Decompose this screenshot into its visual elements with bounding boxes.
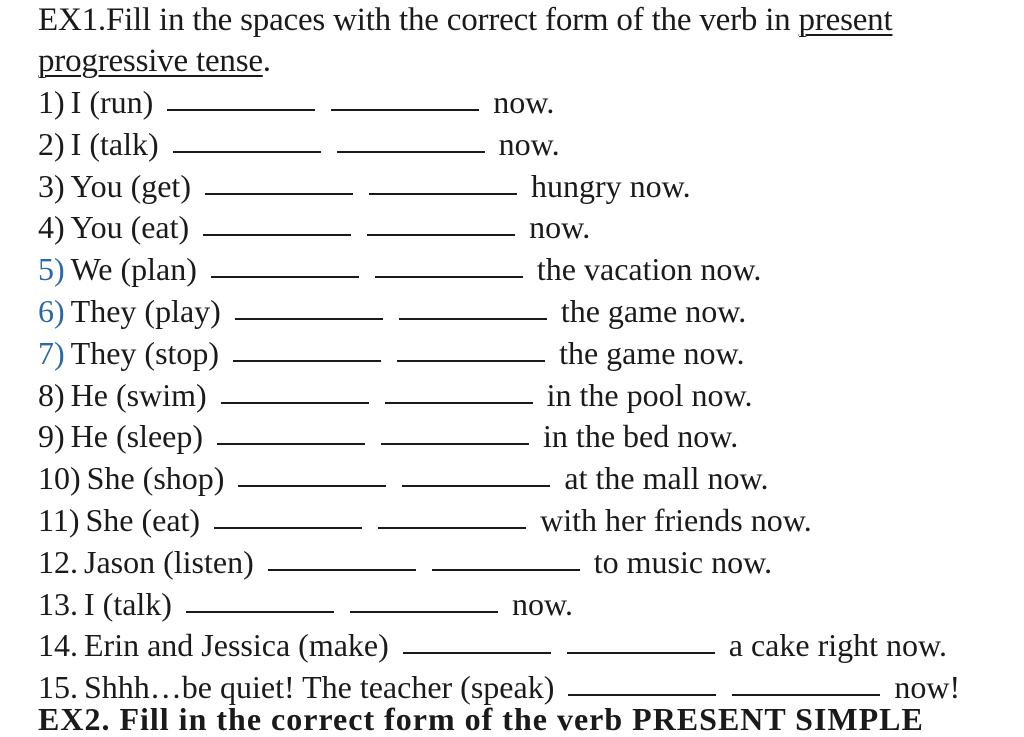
next-exercise-title: EX2. Fill in the correct form of the verb PRESENT SIMPLE: [38, 701, 924, 737]
answer-blank[interactable]: [235, 317, 383, 320]
item-number: 10): [38, 460, 81, 497]
answer-blank[interactable]: [399, 317, 547, 320]
item-number: 4): [38, 209, 65, 246]
list-item: [38, 124, 1018, 166]
answer-blank[interactable]: [397, 359, 545, 362]
answer-blank[interactable]: [350, 610, 498, 613]
item-number: 13.: [38, 585, 78, 622]
answer-blank[interactable]: [173, 150, 321, 153]
item-rest: now.: [493, 84, 555, 120]
list-item: [38, 333, 1018, 375]
item-subject: I (run): [70, 84, 154, 120]
answer-blank[interactable]: [217, 442, 365, 445]
answer-blank[interactable]: [186, 610, 334, 613]
item-subject: They (play): [70, 292, 221, 329]
answer-blank[interactable]: [211, 275, 359, 278]
list-item: [38, 291, 1018, 333]
list-item: [38, 249, 1018, 291]
list-item: [38, 625, 1018, 667]
item-subject: Shhh…be quiet! The teacher (speak): [84, 669, 555, 706]
item-rest: the game now.: [560, 292, 747, 329]
item-subject: I (talk): [84, 585, 172, 622]
answer-blank[interactable]: [385, 401, 533, 404]
exercise-items: [38, 82, 1018, 709]
item-subject: He (sleep): [70, 418, 204, 455]
item-number: 9): [38, 418, 65, 455]
list-item: [38, 375, 1018, 417]
list-item: [38, 542, 1018, 584]
answer-blank[interactable]: [205, 192, 353, 195]
item-rest: now.: [498, 125, 560, 162]
answer-blank[interactable]: [233, 359, 381, 362]
item-rest: in the pool now.: [546, 376, 753, 413]
item-subject: We (plan): [70, 251, 197, 288]
answer-blank[interactable]: [378, 526, 526, 529]
answer-blank[interactable]: [331, 108, 479, 111]
item-rest: now!: [894, 669, 961, 706]
item-rest: the game now.: [559, 334, 745, 371]
answer-blank[interactable]: [367, 233, 515, 236]
list-item: [38, 458, 1018, 500]
answer-blank[interactable]: [403, 651, 551, 654]
answer-blank[interactable]: [568, 693, 716, 696]
item-rest: to music now.: [593, 543, 773, 580]
title-underlined-progressive: progressive tense: [38, 43, 263, 79]
list-item: [38, 500, 1018, 542]
list-item: [38, 166, 1018, 208]
answer-blank[interactable]: [214, 526, 362, 529]
item-number: 12.: [38, 543, 78, 580]
item-number: 11): [38, 501, 80, 538]
answer-blank[interactable]: [567, 651, 715, 654]
item-subject: They (stop): [70, 334, 220, 371]
list-item: [38, 82, 1018, 124]
item-subject: Erin and Jessica (make): [84, 627, 389, 664]
item-subject: You (eat): [70, 209, 190, 246]
item-subject: She (eat): [85, 501, 201, 538]
item-number: 15.: [38, 669, 78, 706]
item-number: 1): [38, 84, 65, 120]
item-rest: with her friends now.: [540, 501, 812, 538]
answer-blank[interactable]: [381, 442, 529, 445]
item-number: 7): [38, 334, 65, 371]
item-subject: She (shop): [86, 460, 225, 497]
item-number: 14.: [38, 627, 78, 664]
list-item: [38, 207, 1018, 249]
title-text: EX1.Fill in the spaces with the correct form of the verb in: [38, 2, 799, 38]
answer-blank[interactable]: [337, 150, 485, 153]
answer-blank[interactable]: [369, 192, 517, 195]
item-subject: Jason (listen): [84, 543, 254, 580]
item-subject: You (get): [70, 167, 191, 204]
item-rest: a cake right now.: [728, 627, 948, 664]
item-rest: now.: [511, 585, 573, 622]
item-rest: hungry now.: [530, 167, 691, 204]
list-item: [38, 584, 1018, 626]
answer-blank[interactable]: [432, 568, 580, 571]
item-number: 3): [38, 167, 65, 204]
item-rest: the vacation now.: [536, 251, 762, 288]
item-number: 2): [38, 125, 65, 162]
answer-blank[interactable]: [221, 401, 369, 404]
answer-blank[interactable]: [167, 108, 315, 111]
item-subject: I (talk): [70, 125, 159, 162]
answer-blank[interactable]: [203, 233, 351, 236]
item-number: 8): [38, 376, 65, 413]
list-item: [38, 416, 1018, 458]
answer-blank[interactable]: [238, 484, 386, 487]
exercise-title: [38, 0, 1018, 82]
answer-blank[interactable]: [732, 693, 880, 696]
next-exercise-partial: [38, 701, 1018, 737]
item-number: 5): [38, 251, 65, 288]
item-rest: at the mall now.: [564, 460, 769, 497]
item-number: 6): [38, 292, 65, 329]
answer-blank[interactable]: [268, 568, 416, 571]
item-subject: He (swim): [70, 376, 207, 413]
item-rest: now.: [529, 209, 591, 246]
item-rest: in the bed now.: [543, 418, 739, 455]
title-underlined-present: present: [798, 2, 893, 38]
answer-blank[interactable]: [402, 484, 550, 487]
answer-blank[interactable]: [375, 275, 523, 278]
worksheet: [38, 0, 1018, 709]
title-period: .: [262, 43, 271, 79]
